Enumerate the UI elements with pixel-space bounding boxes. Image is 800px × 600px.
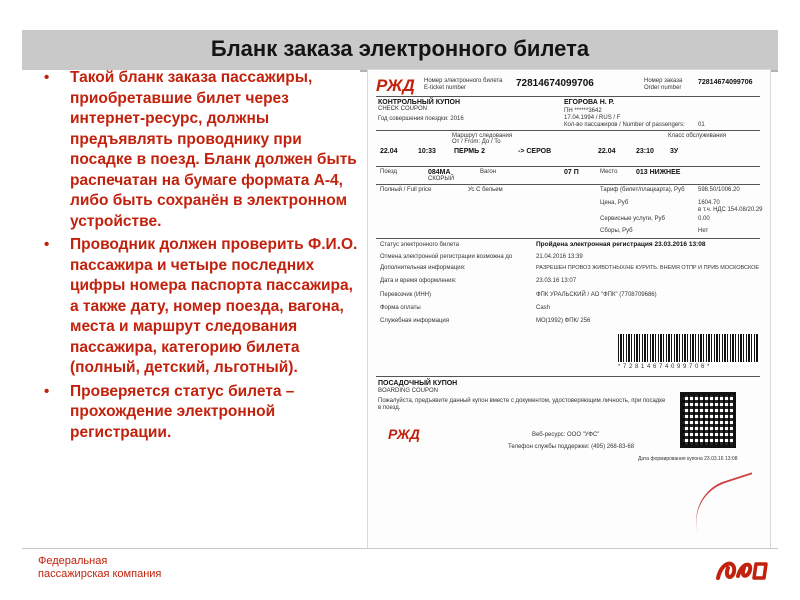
barcode-digits: * 7 2 8 1 4 6 7 4 0 9 9 7 0 6 * xyxy=(618,364,710,370)
seat-label: Место xyxy=(600,169,618,175)
service-info-label: Служебная информация xyxy=(380,318,449,324)
car-type: СКОРЫЙ xyxy=(428,176,455,182)
cancel-value: 21.04.2016 13:39 xyxy=(536,254,583,260)
route-from-to: От / From: До / To xyxy=(452,139,501,145)
eticket-label-en: E-ticket number xyxy=(424,85,467,91)
car-value: 07 П xyxy=(564,169,579,176)
divider xyxy=(376,184,760,185)
divider xyxy=(376,238,760,239)
tariff-label: Тариф (билет/плацкарта), Руб xyxy=(600,187,685,193)
check-coupon-title-en: CHECK COUPON xyxy=(378,106,428,112)
tariff-value: 598.50/1006.20 xyxy=(698,187,740,193)
price-label: Цена, Руб xyxy=(600,200,629,206)
bullet-item xyxy=(44,68,360,232)
status-label: Статус электронного билета xyxy=(380,242,459,248)
ticket-image xyxy=(368,70,770,548)
website: Веб-ресурс: ООО "УФС" xyxy=(532,432,600,438)
coupon-date: Дата формирования купона 23.03.16 13:08 xyxy=(638,456,738,462)
price-value: 1604.70 xyxy=(698,200,720,206)
vat-value: в т.ч. НДС 154.08/20.29 xyxy=(698,207,763,213)
decorative-swoosh xyxy=(685,472,765,534)
bullet-text: Проводник должен проверить Ф.И.О. пассажира и четыре последних цифры номера паспорта пассажира, а также дату, номер поезда, вагона, места и маршрут следования пассажира, категорию билета (полный, детский, льготный). xyxy=(70,236,358,376)
title-band xyxy=(22,30,778,72)
boarding-coupon-title: ПОСАДОЧНЫЙ КУПОН xyxy=(378,380,458,387)
birth-info: 17.04.1994 / RUS / F xyxy=(564,115,621,121)
passengers-count: 01 xyxy=(698,122,705,128)
service-info-value: МО(1992) ФПК/ 256 xyxy=(536,318,591,324)
bullet-icon: • xyxy=(44,69,50,86)
trip-year: Год совершения поездки: 2016 xyxy=(378,116,464,122)
services-label: Сервисные услуги, Руб xyxy=(600,216,665,222)
barcode xyxy=(618,334,758,362)
bullet-text: Проверяется статус билета – прохождение электронной регистрации. xyxy=(70,382,295,441)
bullet-item xyxy=(44,382,360,444)
company-name xyxy=(38,555,161,581)
arrive-time: 23:10 xyxy=(636,148,654,155)
slide-title: Бланк заказа электронного билета xyxy=(210,36,590,61)
bullet-icon: • xyxy=(44,236,50,253)
divider xyxy=(376,130,760,131)
check-coupon-title: КОНТРОЛЬНЫЙ КУПОН xyxy=(378,99,461,106)
fees-value: Нет xyxy=(698,228,709,234)
order-label: Номер заказа xyxy=(644,78,683,84)
depart-time: 10:33 xyxy=(418,148,436,155)
passport-number: ПН ******3642 xyxy=(564,108,602,114)
rzd-logo-icon xyxy=(712,556,770,584)
route-label: Маршрут следования xyxy=(452,133,513,139)
divider xyxy=(376,166,760,167)
passengers-count-label: Кол-во пассажиров / Number of passengers: xyxy=(564,122,685,128)
footer-divider xyxy=(22,548,778,549)
company-name-line2: пассажирская компания xyxy=(38,568,162,580)
bullet-list xyxy=(44,68,360,446)
status-value: Пройдена электронная регистрация 23.03.2016 13:08 xyxy=(536,241,706,248)
train-label: Поезд xyxy=(380,169,397,175)
bullet-icon: • xyxy=(44,382,50,400)
services-value: 0.00 xyxy=(698,216,710,222)
divider xyxy=(376,376,760,377)
boarding-coupon-title-en: BOARDING COUPON xyxy=(378,388,439,394)
order-label-en: Order number xyxy=(644,85,682,91)
to-station: -> СЕРОВ xyxy=(518,148,552,155)
passenger-name: ЕГОРОВА Н. Р. xyxy=(564,99,615,106)
divider xyxy=(376,96,760,97)
payment-value: Cash xyxy=(536,305,551,311)
depart-date: 22.04 xyxy=(380,148,398,155)
car-label: Вагон xyxy=(480,169,497,175)
qr-code xyxy=(680,392,736,448)
seat-value: 013 НИЖНЕЕ xyxy=(636,169,681,176)
class-label: Класс обслуживания xyxy=(668,133,727,139)
carrier-value: ФПК УРАЛЬСКИЙ / АО "ФПК" (7708709686) xyxy=(536,292,657,298)
linen-info: Ус С бельем xyxy=(468,187,503,193)
order-number: 72814674099706 xyxy=(698,79,753,86)
eticket-label: Номер электронного билета xyxy=(424,78,503,84)
fees-label: Сборы, Руб xyxy=(600,228,633,234)
bullet-item xyxy=(44,235,360,379)
arrive-date: 22.04 xyxy=(598,148,616,155)
rzd-logo: РЖД xyxy=(376,76,415,95)
train-value: 084МА xyxy=(428,169,451,176)
carrier-label: Перевозчик (ИНН) xyxy=(380,292,432,298)
rzd-logo-small: РЖД xyxy=(388,426,420,442)
bullet-text: Такой бланк заказа пассажиры, приобретавшие билет через интернет-ресурс, должны предъявлять проводнику при посадке в поезд. Бланк должен быть распечатан на бумаге формата А-4, либо быть сохранён в электронном устройстве. xyxy=(70,69,357,230)
support-phone: Телефон службы поддержки: (495) 268-83-68 xyxy=(508,444,635,450)
class-value: 3У xyxy=(670,148,679,155)
company-name-line1: Федеральная xyxy=(38,555,108,567)
extra-value: РАЗРЕШЕН ПРОВОЗ ЖИВОТНЫХ/НЕ КУРИТЬ. ВНЕМЯ ОТПР И ПРИБ МОСКОВСКОЕ xyxy=(536,265,760,271)
from-station: ПЕРМЬ 2 xyxy=(454,148,485,155)
boarding-text: Пожалуйста, предъявите данный купон вместе с документом, удостоверяющим личность, при посадке в поезд. xyxy=(378,398,666,411)
payment-label: Форма оплаты xyxy=(380,305,421,311)
eticket-number: 72814674099706 xyxy=(516,78,594,89)
booking-label: Дата и время оформления: xyxy=(380,278,457,284)
extra-label: Дополнительная информация: xyxy=(380,265,466,271)
booking-value: 23.03.16 13:07 xyxy=(536,278,577,284)
cancel-label: Отмена электронной регистрации возможна до xyxy=(380,254,513,260)
fare-category: Полный / Full price xyxy=(380,187,432,193)
